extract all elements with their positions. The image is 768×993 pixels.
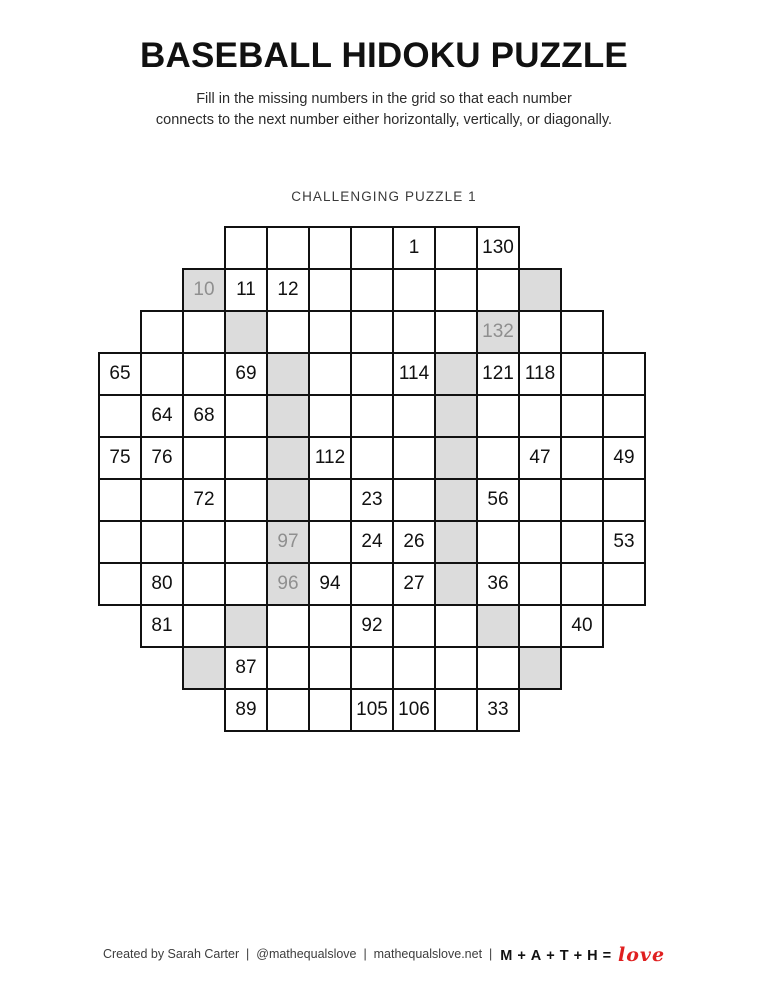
grid-cell-r6-c0[interactable] — [98, 436, 142, 480]
grid-cell-r6-c3[interactable] — [224, 436, 268, 480]
cell-value: 80 — [151, 573, 173, 595]
grid-cell-r4-c0[interactable] — [98, 352, 142, 396]
grid-cell-r8-c1[interactable] — [140, 520, 184, 564]
grid-cell-r8-c11[interactable] — [560, 520, 604, 564]
grid-cell-r10-c5[interactable] — [308, 604, 352, 648]
cell-value: 36 — [487, 573, 509, 595]
grid-cell-r5-c10[interactable] — [518, 394, 562, 438]
grid-cell-r3-c7[interactable] — [392, 310, 436, 354]
grid-cell-r6-c5[interactable] — [308, 436, 352, 480]
grid-cell-r4-c8[interactable] — [434, 352, 478, 396]
grid-cell-r9-c8[interactable] — [434, 562, 478, 606]
cell-value: 56 — [487, 489, 509, 511]
grid-cell-r6-c6[interactable] — [350, 436, 394, 480]
grid-cell-r3-c9[interactable] — [476, 310, 520, 354]
grid-cell-r5-c3[interactable] — [224, 394, 268, 438]
grid-cell-r1-c9[interactable] — [476, 226, 520, 270]
grid-cell-r8-c10[interactable] — [518, 520, 562, 564]
cell-value: 94 — [319, 573, 341, 595]
grid-spacer — [182, 688, 226, 732]
grid-row — [98, 352, 670, 396]
grid-cell-r9-c11[interactable] — [560, 562, 604, 606]
grid-cell-r11-c5[interactable] — [308, 646, 352, 690]
grid-cell-r6-c1[interactable] — [140, 436, 184, 480]
grid-row — [98, 646, 670, 690]
cell-value: 65 — [109, 363, 131, 385]
instructions — [0, 75, 768, 131]
grid-spacer — [98, 268, 142, 312]
grid-cell-r11-c6[interactable] — [350, 646, 394, 690]
grid-cell-r6-c4[interactable] — [266, 436, 310, 480]
grid-cell-r8-c5[interactable] — [308, 520, 352, 564]
grid-cell-r5-c4[interactable] — [266, 394, 310, 438]
cell-value: 76 — [151, 447, 173, 469]
grid-cell-r4-c11[interactable] — [560, 352, 604, 396]
grid-cell-r2-c6[interactable] — [350, 268, 394, 312]
grid-row — [98, 394, 670, 438]
grid-cell-r7-c10[interactable] — [518, 478, 562, 522]
grid-cell-r10-c6[interactable] — [350, 604, 394, 648]
grid-cell-r11-c10[interactable] — [518, 646, 562, 690]
grid-cell-r9-c4[interactable] — [266, 562, 310, 606]
grid-cell-r2-c3[interactable] — [224, 268, 268, 312]
cell-value: 10 — [193, 279, 215, 301]
grid-cell-r8-c9[interactable] — [476, 520, 520, 564]
grid-cell-r2-c7[interactable] — [392, 268, 436, 312]
grid-cell-r5-c1[interactable] — [140, 394, 184, 438]
grid-cell-r12-c9[interactable] — [476, 688, 520, 732]
grid-cell-r4-c5[interactable] — [308, 352, 352, 396]
grid-spacer — [140, 268, 184, 312]
cell-value: 130 — [482, 237, 514, 259]
cell-value: 53 — [613, 531, 635, 553]
grid-cell-r9-c2[interactable] — [182, 562, 226, 606]
logo-plus-3: + — [573, 948, 584, 964]
grid-cell-r5-c7[interactable] — [392, 394, 436, 438]
instructions-line-2: connects to the next number either horizontally, vertically, or diagonally. — [155, 111, 613, 128]
grid-cell-r8-c7[interactable] — [392, 520, 436, 564]
grid-cell-r4-c3[interactable] — [224, 352, 268, 396]
grid-cell-r8-c6[interactable] — [350, 520, 394, 564]
grid-row — [98, 310, 670, 354]
cell-value: 49 — [613, 447, 635, 469]
cell-value: 24 — [361, 531, 383, 553]
grid-cell-r9-c5[interactable] — [308, 562, 352, 606]
grid-cell-r9-c0[interactable] — [98, 562, 142, 606]
grid-cell-r4-c2[interactable] — [182, 352, 226, 396]
footer-credit: Created by Sarah Carter | @mathequalslove | mathequalslove.net | — [102, 947, 493, 961]
grid-cell-r12-c8[interactable] — [434, 688, 478, 732]
grid-cell-r1-c4[interactable] — [266, 226, 310, 270]
grid-cell-r9-c1[interactable] — [140, 562, 184, 606]
grid-cell-r1-c8[interactable] — [434, 226, 478, 270]
grid-cell-r10-c11[interactable] — [560, 604, 604, 648]
cell-value: 11 — [236, 279, 256, 301]
grid-spacer — [140, 646, 184, 690]
grid-cell-r7-c1[interactable] — [140, 478, 184, 522]
grid-cell-r12-c7[interactable] — [392, 688, 436, 732]
cell-value: 23 — [361, 489, 383, 511]
cell-value: 1 — [408, 237, 420, 259]
grid-cell-r11-c3[interactable] — [224, 646, 268, 690]
grid-cell-r12-c5[interactable] — [308, 688, 352, 732]
grid-cell-r2-c10[interactable] — [518, 268, 562, 312]
page-title: BASEBALL HIDOKU PUZZLE — [140, 36, 628, 75]
cell-value: 40 — [571, 615, 593, 637]
grid-cell-r5-c6[interactable] — [350, 394, 394, 438]
grid-spacer — [98, 310, 142, 354]
logo-plus-1: + — [517, 948, 527, 964]
cell-value: 12 — [277, 279, 299, 301]
cell-value: 105 — [356, 699, 388, 721]
grid-cell-r6-c11[interactable] — [560, 436, 604, 480]
grid-cell-r5-c11[interactable] — [560, 394, 604, 438]
grid-cell-r4-c9[interactable] — [476, 352, 520, 396]
hidoku-grid — [98, 226, 670, 732]
cell-value: 64 — [151, 405, 173, 427]
grid-row — [98, 520, 670, 564]
grid-cell-r10-c9[interactable] — [476, 604, 520, 648]
grid-cell-r10-c2[interactable] — [182, 604, 226, 648]
cell-value: 33 — [487, 699, 509, 721]
cell-value: 118 — [524, 363, 556, 385]
grid-row — [98, 604, 670, 648]
grid-row — [98, 268, 670, 312]
grid-row — [98, 688, 670, 732]
mathequalslove-logo — [500, 943, 665, 965]
grid-cell-r7-c12[interactable] — [602, 478, 646, 522]
grid-cell-r11-c7[interactable] — [392, 646, 436, 690]
grid-spacer — [98, 604, 142, 648]
grid-cell-r10-c8[interactable] — [434, 604, 478, 648]
grid-cell-r1-c5[interactable] — [308, 226, 352, 270]
grid-cell-r7-c4[interactable] — [266, 478, 310, 522]
grid-cell-r1-c7[interactable] — [392, 226, 436, 270]
grid-cell-r10-c4[interactable] — [266, 604, 310, 648]
grid-cell-r4-c6[interactable] — [350, 352, 394, 396]
cell-value: 96 — [277, 573, 299, 595]
grid-cell-r9-c3[interactable] — [224, 562, 268, 606]
logo-equals: = — [602, 948, 613, 964]
cell-value: 26 — [403, 531, 425, 553]
cell-value: 69 — [235, 363, 257, 385]
cell-value: 47 — [529, 447, 551, 469]
logo-letter-m: M — [500, 948, 514, 964]
grid-cell-r2-c9[interactable] — [476, 268, 520, 312]
grid-cell-r11-c4[interactable] — [266, 646, 310, 690]
grid-cell-r4-c1[interactable] — [140, 352, 184, 396]
grid-cell-r5-c12[interactable] — [602, 394, 646, 438]
grid-cell-r6-c10[interactable] — [518, 436, 562, 480]
grid-cell-r4-c7[interactable] — [392, 352, 436, 396]
logo-letter-t: T — [559, 948, 570, 964]
grid-cell-r8-c2[interactable] — [182, 520, 226, 564]
grid-cell-r7-c8[interactable] — [434, 478, 478, 522]
grid-cell-r7-c5[interactable] — [308, 478, 352, 522]
grid-row — [98, 562, 670, 606]
grid-cell-r5-c9[interactable] — [476, 394, 520, 438]
cell-value: 87 — [235, 657, 257, 679]
cell-value: 97 — [277, 531, 299, 553]
grid-cell-r9-c6[interactable] — [350, 562, 394, 606]
puzzle-label: CHALLENGING PUZZLE 1 — [291, 188, 477, 204]
cell-value: 89 — [235, 699, 257, 721]
cell-value: 72 — [193, 489, 215, 511]
grid-cell-r12-c3[interactable] — [224, 688, 268, 732]
grid-cell-r7-c2[interactable] — [182, 478, 226, 522]
grid-cell-r9-c7[interactable] — [392, 562, 436, 606]
grid-cell-r4-c4[interactable] — [266, 352, 310, 396]
logo-letter-a: A — [530, 948, 543, 964]
cell-value: 75 — [109, 447, 131, 469]
grid-row — [98, 436, 670, 480]
logo-love-script: love — [618, 944, 666, 966]
cell-value: 27 — [403, 573, 425, 595]
logo-letter-h: H — [587, 948, 599, 964]
grid-cell-r12-c6[interactable] — [350, 688, 394, 732]
grid-cell-r3-c3[interactable] — [224, 310, 268, 354]
grid-cell-r2-c8[interactable] — [434, 268, 478, 312]
grid-spacer — [140, 226, 184, 270]
grid-cell-r8-c4[interactable] — [266, 520, 310, 564]
grid-cell-r2-c5[interactable] — [308, 268, 352, 312]
grid-cell-r10-c1[interactable] — [140, 604, 184, 648]
cell-value: 132 — [482, 321, 514, 343]
cell-value: 68 — [193, 405, 215, 427]
grid-row — [98, 478, 670, 522]
footer — [0, 943, 768, 965]
grid-spacer — [98, 646, 142, 690]
grid-cell-r4-c12[interactable] — [602, 352, 646, 396]
grid-cell-r3-c1[interactable] — [140, 310, 184, 354]
grid-cell-r6-c7[interactable] — [392, 436, 436, 480]
cell-value: 81 — [151, 615, 173, 637]
cell-value: 112 — [314, 447, 346, 469]
grid-cell-r6-c9[interactable] — [476, 436, 520, 480]
grid-cell-r7-c0[interactable] — [98, 478, 142, 522]
cell-value: 114 — [398, 363, 430, 385]
grid-cell-r5-c2[interactable] — [182, 394, 226, 438]
grid-cell-r9-c12[interactable] — [602, 562, 646, 606]
grid-cell-r8-c8[interactable] — [434, 520, 478, 564]
grid-cell-r7-c3[interactable] — [224, 478, 268, 522]
grid-cell-r3-c8[interactable] — [434, 310, 478, 354]
grid-cell-r7-c11[interactable] — [560, 478, 604, 522]
grid-cell-r3-c10[interactable] — [518, 310, 562, 354]
grid-cell-r11-c2[interactable] — [182, 646, 226, 690]
grid-cell-r10-c3[interactable] — [224, 604, 268, 648]
grid-cell-r5-c0[interactable] — [98, 394, 142, 438]
grid-cell-r9-c9[interactable] — [476, 562, 520, 606]
grid-row — [98, 226, 670, 270]
grid-cell-r6-c2[interactable] — [182, 436, 226, 480]
grid-cell-r4-c10[interactable] — [518, 352, 562, 396]
grid-cell-r11-c9[interactable] — [476, 646, 520, 690]
grid-cell-r7-c7[interactable] — [392, 478, 436, 522]
grid-cell-r5-c5[interactable] — [308, 394, 352, 438]
grid-cell-r6-c12[interactable] — [602, 436, 646, 480]
grid-spacer — [140, 688, 184, 732]
grid-cell-r5-c8[interactable] — [434, 394, 478, 438]
grid-cell-r1-c3[interactable] — [224, 226, 268, 270]
grid-cell-r8-c3[interactable] — [224, 520, 268, 564]
grid-spacer — [98, 688, 142, 732]
grid-cell-r11-c8[interactable] — [434, 646, 478, 690]
grid-cell-r3-c6[interactable] — [350, 310, 394, 354]
grid-cell-r7-c9[interactable] — [476, 478, 520, 522]
grid-spacer — [182, 226, 226, 270]
grid-cell-r8-c12[interactable] — [602, 520, 646, 564]
grid-cell-r10-c10[interactable] — [518, 604, 562, 648]
grid-cell-r7-c6[interactable] — [350, 478, 394, 522]
cell-value: 106 — [398, 699, 430, 721]
grid-cell-r2-c4[interactable] — [266, 268, 310, 312]
cell-value: 92 — [361, 615, 383, 637]
grid-cell-r3-c4[interactable] — [266, 310, 310, 354]
cell-value: 121 — [482, 363, 514, 385]
grid-cell-r9-c10[interactable] — [518, 562, 562, 606]
grid-cell-r6-c8[interactable] — [434, 436, 478, 480]
puzzle-grid-wrapper — [0, 226, 768, 766]
grid-spacer — [98, 226, 142, 270]
grid-cell-r8-c0[interactable] — [98, 520, 142, 564]
grid-cell-r3-c5[interactable] — [308, 310, 352, 354]
grid-cell-r10-c7[interactable] — [392, 604, 436, 648]
instructions-line-1: Fill in the missing numbers in the grid so that each number — [196, 90, 572, 107]
logo-plus-2: + — [546, 948, 556, 964]
grid-cell-r3-c2[interactable] — [182, 310, 226, 354]
grid-cell-r2-c2[interactable] — [182, 268, 226, 312]
grid-cell-r12-c4[interactable] — [266, 688, 310, 732]
grid-cell-r3-c11[interactable] — [560, 310, 604, 354]
grid-cell-r1-c6[interactable] — [350, 226, 394, 270]
